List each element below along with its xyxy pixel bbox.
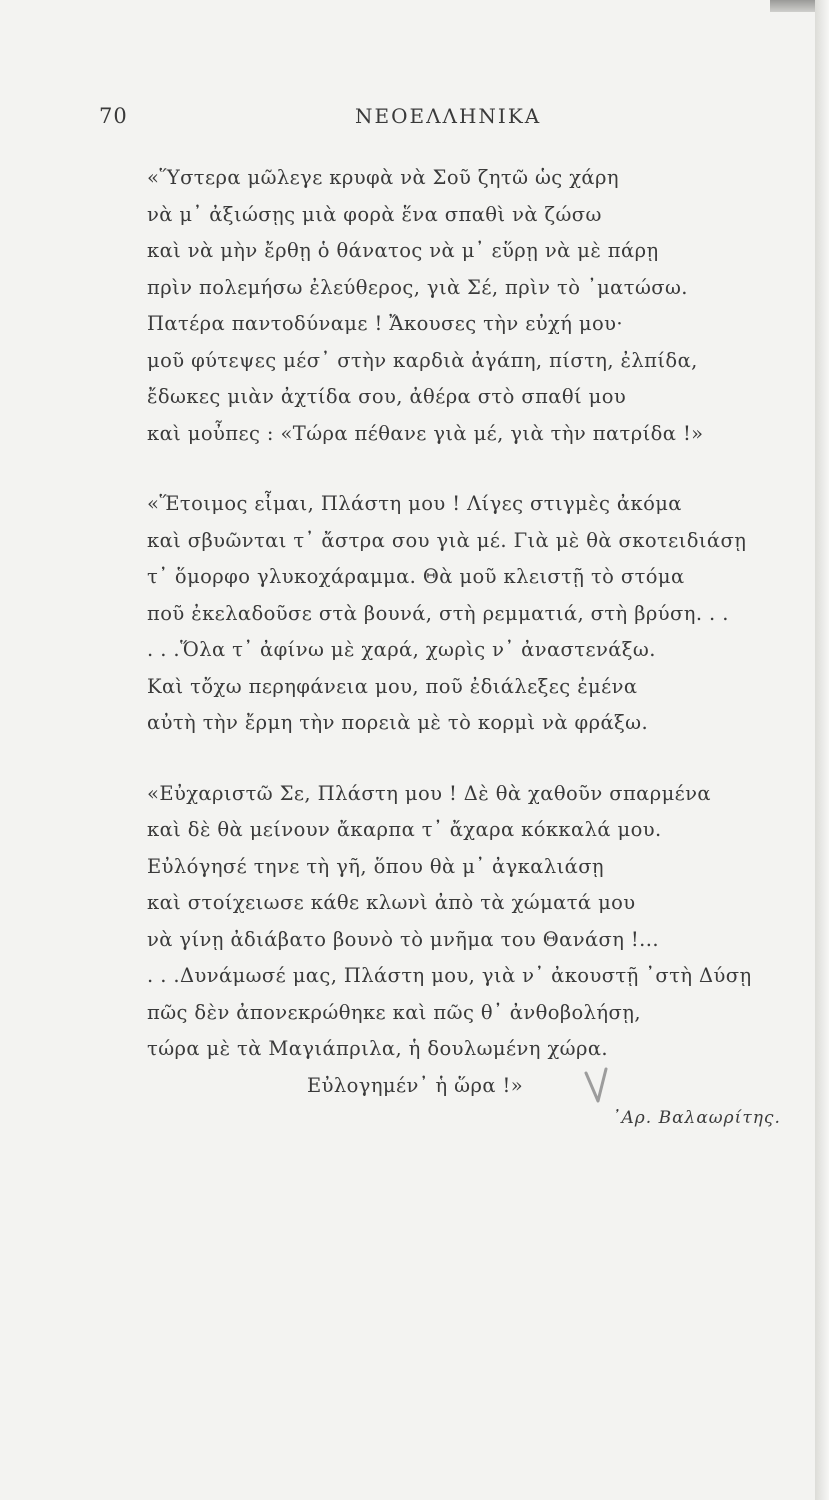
poem-line: νὰ μ᾽ ἀξιώσῃς μιὰ φορὰ ἕνα σπαθὶ νὰ ζώσω [147, 202, 602, 226]
poem-closing-line: Εὐλογημέν᾽ ἡ ὥρα !» [307, 1073, 524, 1097]
poem-line: μοῦ φύτεψες μέσ᾽ στὴν καρδιὰ ἀγάπη, πίστη, ἐλπίδα, [147, 348, 698, 372]
poem-line: Καὶ τὄχω περηφάνεια μου, ποῦ ἐδιάλεξες ἐμένα [147, 674, 638, 698]
poem-line: τώρα μὲ τὰ Μαγιάπριλα, ἡ δουλωμένη χώρα. [147, 1037, 608, 1060]
poem-line: καὶ νὰ μὴν ἔρθῃ ὁ θάνατος νὰ μ᾽ εὕρῃ νὰ μὲ πάρῃ [147, 239, 659, 262]
stanza-1 [147, 160, 817, 452]
poem [147, 160, 817, 1138]
poem-line: Εὐλόγησέ τηνε τὴ γῆ, ὅπου θὰ μ᾽ ἀγκαλιάσῃ [147, 854, 604, 878]
poem-line: «Ὕστερα μῶλεγε κρυφὰ νὰ Σοῦ ζητῶ ὡς χάρη [147, 166, 619, 189]
poem-line: καὶ μοὖπες : «Τώρα πέθανε γιὰ μέ, γιὰ τὴν πατρίδα !» [147, 421, 704, 445]
page-number: 70 [99, 104, 128, 128]
poem-line: καὶ σβυῶνται τ᾽ ἄστρα σου γιὰ μέ. Γιὰ μὲ θὰ σκοτειδιάσῃ [147, 528, 747, 552]
poem-line: πρὶν πολεμήσω ἐλεύθερος, γιὰ Σέ, πρὶν τὸ ᾽ματώσω. [147, 275, 688, 299]
stanza-3 [147, 776, 817, 1105]
poem-line: ἔδωκες μιὰν ἀχτίδα σου, ἀθέρα στὸ σπαθί μου [147, 385, 627, 408]
scan-edge-right [815, 0, 829, 1500]
poem-line: τ᾽ ὅμορφο γλυκοχάραμμα. Θὰ μοῦ κλειστῇ τὸ στόμα [147, 565, 685, 588]
poem-line: Πατέρα παντοδύναμε ! Ἄκουσες τὴν εὐχή μου· [147, 312, 623, 335]
poem-line: . . .Ὅλα τ᾽ ἀφίνω μὲ χαρά, χωρὶς ν᾽ ἀναστενάξω. [147, 638, 656, 661]
poem-line: «Ἕτοιμος εἶμαι, Πλάστη μου ! Λίγες στιγμὲς ἀκόμα [147, 492, 682, 515]
pencil-check-mark [582, 1065, 612, 1107]
poem-line: αὐτὴ τὴν ἔρμη τὴν πορειὰ μὲ τὸ κορμὶ νὰ φράξω. [147, 711, 649, 734]
author-signature: ᾽Αρ. Βαλαωρίτης. [612, 1108, 781, 1128]
poem-line: νὰ γίνῃ ἀδιάβατο βουνὸ τὸ μνῆμα του Θανάση !... [147, 927, 659, 951]
poem-line: «Εὐχαριστῶ Σε, Πλάστη μου ! Δὲ θὰ χαθοῦν σπαρμένα [147, 781, 711, 805]
poem-line: . . .Δυνάμωσέ μας, Πλάστη μου, γιὰ ν᾽ ἀκουστῇ ᾽στὴ Δύσῃ [147, 964, 752, 987]
page-header [0, 98, 815, 138]
poem-line: καὶ δὲ θὰ μείνουν ἄκαρπα τ᾽ ἄχαρα κόκκαλά μου. [147, 818, 662, 841]
poem-line: καὶ στοίχειωσε κάθε κλωνὶ ἀπὸ τὰ χώματά μου [147, 891, 636, 914]
stanza-2 [147, 486, 817, 742]
running-head: ΝΕΟΕΛΛΗΝΙΚΑ [355, 104, 542, 128]
poem-line: ποῦ ἐκελαδοῦσε στὰ βουνά, στὴ ρεμματιά, στὴ βρύση. . . [147, 601, 729, 625]
poem-line: πῶς δὲν ἀπονεκρώθηκε καὶ πῶς θ᾽ ἀνθοβολήσῃ, [147, 1000, 641, 1024]
